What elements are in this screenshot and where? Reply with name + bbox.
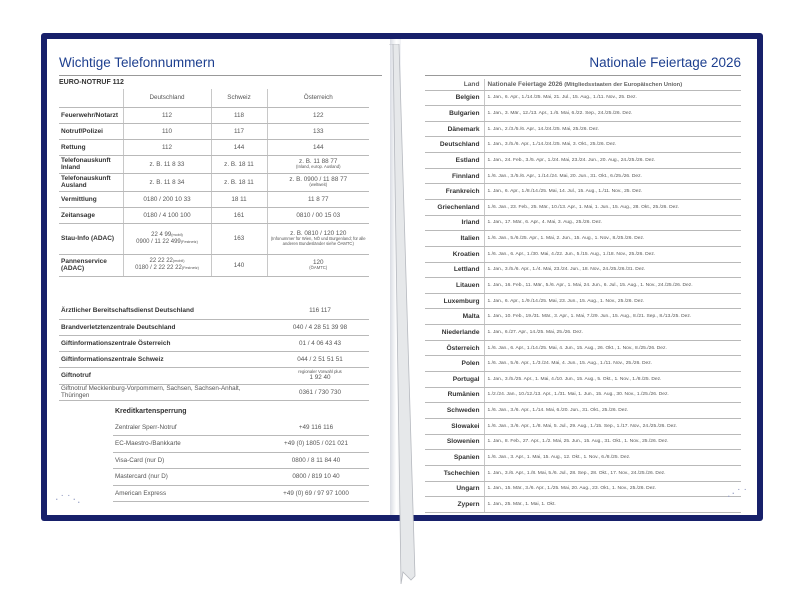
value-deutschland: [123, 139, 211, 155]
holiday-dates: 1./6. Jan., 3. Apr., 1. Mai, 15. Aug., 12. Okt., 1. Nov., 6./8./25. Dez.: [484, 450, 741, 466]
service-row: [59, 319, 369, 335]
value-text: 163: [233, 235, 245, 242]
header-subtitle: (Mitgliedsstaaten der Europäischen Union): [564, 81, 683, 88]
value-line: [126, 258, 209, 265]
holiday-row: [425, 90, 741, 106]
country-name: Belgien: [425, 90, 484, 106]
table-row: [59, 254, 369, 276]
country-name: Schweden: [425, 403, 484, 419]
card-row: [113, 436, 369, 453]
service-value: [271, 351, 369, 367]
value-text: 0900 / 11 22 499: [136, 238, 181, 245]
value-note: (mobil): [171, 232, 183, 237]
holiday-row: [425, 325, 741, 341]
card-value: 0800 / 819 10 40: [263, 469, 369, 486]
value-text: 110: [161, 127, 173, 135]
service-label: Ärztlicher Bereitschaftsdienst Deutschland: [59, 303, 271, 319]
service-value: [271, 303, 369, 319]
service-row: [59, 384, 369, 400]
value-note: regionaler Vorwahl plus: [298, 368, 342, 374]
table-header-row: [425, 79, 741, 90]
table-row: [59, 107, 369, 123]
emergency-table: [59, 89, 369, 277]
title-rule: [425, 75, 741, 76]
value-line: [126, 239, 209, 246]
value-schweiz: [211, 207, 267, 223]
value-note: (Festnetz): [180, 239, 198, 244]
holiday-row: [425, 184, 741, 200]
holiday-dates: 1. Jan., 6./27. Apr., 14./25. Mai, 25./26. Dez.: [484, 325, 741, 341]
card-row: [113, 469, 369, 486]
table-row: [59, 139, 369, 155]
table-row: [59, 173, 369, 191]
holiday-row: [425, 481, 741, 497]
services-table: [59, 303, 369, 401]
service-value: [271, 367, 369, 384]
row-label: Pannenservice (ADAC): [59, 254, 123, 276]
value-schweiz: [211, 139, 267, 155]
value-text: 133: [312, 127, 324, 135]
holiday-row: [425, 262, 741, 278]
holiday-row: [425, 372, 741, 388]
value-schweiz: [211, 223, 267, 254]
country-name: Deutschland: [425, 137, 484, 153]
value-note: (Inland, europ. Ausland): [296, 164, 341, 170]
holiday-row: [425, 153, 741, 169]
table-row: [59, 223, 369, 254]
value-oesterreich: [267, 107, 369, 123]
country-name: Litauen: [425, 278, 484, 294]
value-text: 112: [161, 143, 173, 151]
holiday-table: [425, 79, 741, 513]
value-text: 161: [233, 211, 245, 219]
country-name: Italien: [425, 231, 484, 247]
row-label: Telefonauskunft Ausland: [59, 173, 123, 191]
value-text: z. B. 11 8 34: [149, 178, 185, 186]
value-text: 0810 / 00 15 03: [296, 211, 341, 219]
value-text: 1 92 40: [309, 374, 331, 382]
holiday-dates: 1. Jan., 3. Mär., 12./13. Apr., 1./6. Mai, 6./22. Sep., 24./25./26. Dez.: [484, 106, 741, 122]
holiday-row: [425, 168, 741, 184]
value-text: 0180 / 2 22 22 22: [135, 265, 182, 271]
holiday-row: [425, 434, 741, 450]
country-name: Malta: [425, 309, 484, 325]
value-schweiz: [211, 254, 267, 276]
value-oesterreich: [267, 223, 369, 254]
page-title: Nationale Feiertage 2026: [589, 55, 741, 70]
holiday-row: [425, 418, 741, 434]
holiday-dates: 1./6. Jan., 23. Feb., 25. Mär., 10./13. Apr., 1. Mai, 1. Jun., 15. Aug., 28. Okt., 25./26. Dez.: [484, 199, 741, 215]
value-oesterreich: [267, 254, 369, 276]
card-block-table: [113, 419, 369, 502]
holiday-row: [425, 403, 741, 419]
card-label: EC-Maestro-/Bankkarte: [113, 436, 263, 453]
value-note: (Infonummer für Wien, NÖ und Burgenland; für alle anderen Bundesländer siehe ÖAMTC): [270, 236, 366, 246]
holiday-dates: 1./6. Jan., 6. Apr., 1./14./25. Mai, 4. Jun., 15. Aug., 26. Okt., 1. Nov., 8./25./26. Dez.: [484, 340, 741, 356]
country-name: Rumänien: [425, 387, 484, 403]
country-name: Niederlande: [425, 325, 484, 341]
column-header: Österreich: [267, 89, 369, 107]
value-oesterreich: [267, 139, 369, 155]
value-deutschland: [123, 223, 211, 254]
value-text: 11 8 77: [307, 195, 329, 203]
column-header-holidays: [484, 79, 741, 90]
value-text: 18 11: [231, 195, 247, 203]
value-oesterreich: [267, 207, 369, 223]
country-name: Slowenien: [425, 434, 484, 450]
value-note: (weltweit): [309, 182, 328, 188]
value-schweiz: [211, 173, 267, 191]
value-text: 040 / 4 28 51 39 98: [292, 323, 348, 331]
value-text: z. B. 11 88 77: [299, 158, 338, 166]
bookmark-ribbon[interactable]: [383, 44, 417, 584]
value-text: 22 4 99: [151, 231, 172, 238]
holiday-dates: 1./6. Jan., 6. Apr., 1./30. Mai, 4./22. Jun., 5./15. Aug., 1./18. Nov., 25./26. Dez.: [484, 246, 741, 262]
country-name: Dänemark: [425, 121, 484, 137]
value-text: 044 / 2 51 51 51: [297, 355, 343, 363]
country-name: Österreich: [425, 340, 484, 356]
card-label: Mastercard (nur D): [113, 469, 263, 486]
page-title: Wichtige Telefonnummern: [59, 55, 215, 70]
country-name: Portugal: [425, 372, 484, 388]
holiday-dates: 1./6. Jan., 5./6. Apr., 1./3./24. Mai, 4. Jun., 15. Aug., 1./11. Nov., 25./26. Dez.: [484, 356, 741, 372]
holiday-row: [425, 340, 741, 356]
country-name: Irland: [425, 215, 484, 231]
service-label: Giftnotruf: [59, 367, 271, 384]
country-name: Slowakei: [425, 418, 484, 434]
value-line: [126, 265, 209, 272]
country-name: Spanien: [425, 450, 484, 466]
holiday-row: [425, 121, 741, 137]
row-label: Stau-Info (ADAC): [59, 223, 123, 254]
holiday-row: [425, 215, 741, 231]
holiday-dates: 1./6. Jan., 3./6. Apr., 1./8. Mai, 5. Jul., 29. Aug., 1./15. Sep., 1./17. Nov., 24./25./26. Dez.: [484, 418, 741, 434]
row-label: Vermittlung: [59, 191, 123, 207]
service-row: [59, 367, 369, 384]
title-rule: [59, 75, 382, 76]
value-deutschland: [123, 173, 211, 191]
value-oesterreich: [267, 173, 369, 191]
value-deutschland: [123, 191, 211, 207]
country-name: Luxemburg: [425, 293, 484, 309]
holiday-dates: 1. Jan., 3./5./25. Apr., 1. Mai, 4./10. Jun., 15. Aug., 5. Okt., 1. Nov., 1./8./25. Dez.: [484, 372, 741, 388]
holiday-dates: 1. Jan., 6. Apr., 1./9./14./25. Mai, 23. Jun., 15. Aug., 1. Nov., 25./26. Dez.: [484, 293, 741, 309]
card-value: +49 (0) 69 / 97 97 1000: [263, 485, 369, 502]
holiday-dates: 1./6. Jan., 5./6./25. Apr., 1. Mai, 2. Jun., 15. Aug., 1. Nov., 8./25./26. Dez.: [484, 231, 741, 247]
value-schweiz: [211, 107, 267, 123]
section-title: EURO-NOTRUF 112: [59, 79, 124, 86]
holiday-row: [425, 293, 741, 309]
header-title: Nationale Feiertage 2026: [487, 80, 563, 88]
row-label: Telefonauskunft Inland: [59, 155, 123, 173]
holiday-dates: 1. Jan., 25. Mär., 1. Mai, 1. Okt.: [484, 497, 741, 513]
service-label: Giftinformationszentrale Schweiz: [59, 351, 271, 367]
row-label: Zeitansage: [59, 207, 123, 223]
service-value: [271, 319, 369, 335]
holiday-row: [425, 106, 741, 122]
value-schweiz: [211, 123, 267, 139]
card-row: [113, 485, 369, 502]
corner-ornament: ·˙˙·.: [55, 493, 82, 506]
country-name: Finnland: [425, 168, 484, 184]
value-schweiz: [211, 155, 267, 173]
value-text: 144: [312, 143, 324, 151]
value-text: 117: [233, 127, 245, 135]
card-label: Visa-Card (nur D): [113, 452, 263, 469]
card-label: Zentraler Sperr-Notruf: [113, 419, 263, 436]
value-oesterreich: [267, 123, 369, 139]
value-note: (ÖAMTC): [309, 265, 328, 271]
card-value: +49 (0) 1805 / 021 021: [263, 436, 369, 453]
left-page: [47, 39, 392, 515]
country-name: Zypern: [425, 497, 484, 513]
holiday-row: [425, 199, 741, 215]
row-label: Rettung: [59, 139, 123, 155]
country-name: Estland: [425, 153, 484, 169]
table-header-row: [59, 89, 369, 107]
card-row: [113, 419, 369, 436]
value-text: 140: [233, 261, 245, 269]
value-text: 01 / 4 06 43 43: [298, 339, 341, 347]
holiday-row: [425, 137, 741, 153]
holiday-dates: 1. Jan., 3./6. Apr., 1./8. Mai, 5./6. Jul., 28. Sep., 28. Okt., 17. Nov., 24./25./26. Dez.: [484, 465, 741, 481]
country-name: Polen: [425, 356, 484, 372]
value-deutschland: [123, 155, 211, 173]
holiday-dates: 1. Jan., 2./3./5./6. Apr., 14./24./25. Mai, 25./26. Dez.: [484, 121, 741, 137]
column-header: Deutschland: [123, 89, 211, 107]
table-row: [59, 191, 369, 207]
holiday-dates: 1. Jan., 3./5./6. Apr., 1./14./24./25. Mai, 3. Okt., 25./26. Dez.: [484, 137, 741, 153]
table-row: [59, 123, 369, 139]
value-text: 120: [312, 259, 324, 267]
holiday-dates: 1. Jan., 3./5./6. Apr., 1./4. Mai, 23./24. Jun., 18. Nov., 24./25./26./31. Dez.: [484, 262, 741, 278]
corner-ornament: .·˙˙: [727, 487, 749, 500]
holiday-dates: 1. Jan., 24. Feb., 3./5. Apr., 1./24. Mai, 23./24. Jun., 20. Aug., 24./25./26. Dez.: [484, 153, 741, 169]
country-name: Griechenland: [425, 199, 484, 215]
column-header-land: Land: [425, 79, 484, 90]
country-name: Lettland: [425, 262, 484, 278]
service-row: [59, 303, 369, 319]
value-text: 0180 / 4 100 100: [143, 211, 191, 219]
country-name: Frankreich: [425, 184, 484, 200]
country-name: Ungarn: [425, 481, 484, 497]
service-label: Giftnotruf Mecklenburg-Vorpommern, Sachsen, Sachsen-Anhalt, Thüringen: [59, 384, 271, 400]
value-text: 122: [312, 111, 324, 119]
holiday-dates: 1. Jan., 8. Feb., 27. Apr., 1./2. Mai, 25. Jun., 15. Aug., 31. Okt., 1. Nov., 25./26. Dez.: [484, 434, 741, 450]
header-empty: [59, 89, 123, 107]
value-schweiz: [211, 191, 267, 207]
holiday-row: [425, 387, 741, 403]
holiday-dates: 1./6. Jan., 3./6. Apr., 1./14. Mai, 6./20. Jun., 31. Okt., 25./26. Dez.: [484, 403, 741, 419]
value-text: 144: [233, 143, 245, 151]
holiday-dates: 1. Jan., 17. Mär., 6. Apr., 4. Mai, 3. Aug., 25./26. Dez.: [484, 215, 741, 231]
value-text: 0361 / 730 730: [298, 388, 342, 396]
holiday-dates: 1./6. Jan., 3./5./6. Apr., 1./14./24. Mai, 20. Jun., 31. Okt., 6./25./26. Dez.: [484, 168, 741, 184]
right-page: [401, 39, 757, 515]
country-name: Tschechien: [425, 465, 484, 481]
row-label: Feuerwehr/Notarzt: [59, 107, 123, 123]
holiday-row: [425, 497, 741, 513]
value-text: z. B. 0900 / 11 88 77: [289, 176, 348, 184]
holiday-row: [425, 231, 741, 247]
value-deutschland: [123, 254, 211, 276]
holiday-row: [425, 278, 741, 294]
value-line: [126, 232, 209, 239]
country-name: Bulgarien: [425, 106, 484, 122]
card-value: 0800 / 8 11 84 40: [263, 452, 369, 469]
value-text: z. B. 11 8 33: [149, 160, 185, 168]
country-name: Kroatien: [425, 246, 484, 262]
holiday-row: [425, 356, 741, 372]
table-row: [59, 155, 369, 173]
value-deutschland: [123, 107, 211, 123]
value-text: z. B. 0810 / 120 120: [290, 230, 347, 238]
column-header: Schweiz: [211, 89, 267, 107]
holiday-dates: 1. Jan., 16. Feb., 11. Mär., 5./6. Apr., 1. Mai, 24. Jun., 6. Jul., 15. Aug., 1. Nov., 24./25./26. Dez.: [484, 278, 741, 294]
service-row: [59, 351, 369, 367]
value-text: z. B. 18 11: [224, 178, 254, 186]
holiday-row: [425, 246, 741, 262]
value-text: 112: [161, 111, 173, 119]
holiday-row: [425, 465, 741, 481]
value-oesterreich: [267, 191, 369, 207]
value-deutschland: [123, 123, 211, 139]
holiday-dates: 1. Jan., 15. Mär., 3./6. Apr., 1./25. Mai, 20. Aug., 23. Okt., 1. Nov., 25./26. Dez.: [484, 481, 741, 497]
holiday-dates: 1. Jan., 10. Feb., 19./31. Mär., 3. Apr., 1. Mai, 7./29. Jun., 15. Aug., 8./21. Sep., 8./13./25. Dez.: [484, 309, 741, 325]
card-value: +49 116 116: [263, 419, 369, 436]
service-label: Giftinformationszentrale Österreich: [59, 335, 271, 351]
service-label: Brandverletztenzentrale Deutschland: [59, 319, 271, 335]
service-value: [271, 335, 369, 351]
holiday-row: [425, 309, 741, 325]
value-text: 0180 / 200 10 33: [143, 195, 191, 203]
holiday-dates: 1./2./24. Jan., 10./12./13. Apr., 1./31. Mai, 1. Jun., 15. Aug., 30. Nov., 1./25./26. Dez.: [484, 387, 741, 403]
card-label: American Express: [113, 485, 263, 502]
value-text: 118: [233, 111, 245, 119]
value-text: 116 117: [309, 307, 331, 315]
table-row: [59, 207, 369, 223]
holiday-dates: 1. Jan., 6. Apr., 1./14./25. Mai, 21. Jul., 15. Aug., 1./11. Nov., 25. Dez.: [484, 90, 741, 106]
service-value: [271, 384, 369, 400]
holiday-dates: 1. Jan., 6. Apr., 1./8./14./25. Mai, 14. Jul., 15. Aug., 1./11. Nov., 25. Dez.: [484, 184, 741, 200]
card-row: [113, 452, 369, 469]
card-section-title: Kreditkartensperrung: [115, 408, 187, 415]
value-text: z. B. 18 11: [224, 160, 254, 168]
value-note: (Festnetz): [181, 266, 199, 270]
holiday-row: [425, 450, 741, 466]
row-label: Notruf/Polizei: [59, 123, 123, 139]
value-text: 22 22 22: [149, 258, 173, 264]
service-row: [59, 335, 369, 351]
value-note: (mobil): [172, 259, 185, 263]
value-deutschland: [123, 207, 211, 223]
value-oesterreich: [267, 155, 369, 173]
